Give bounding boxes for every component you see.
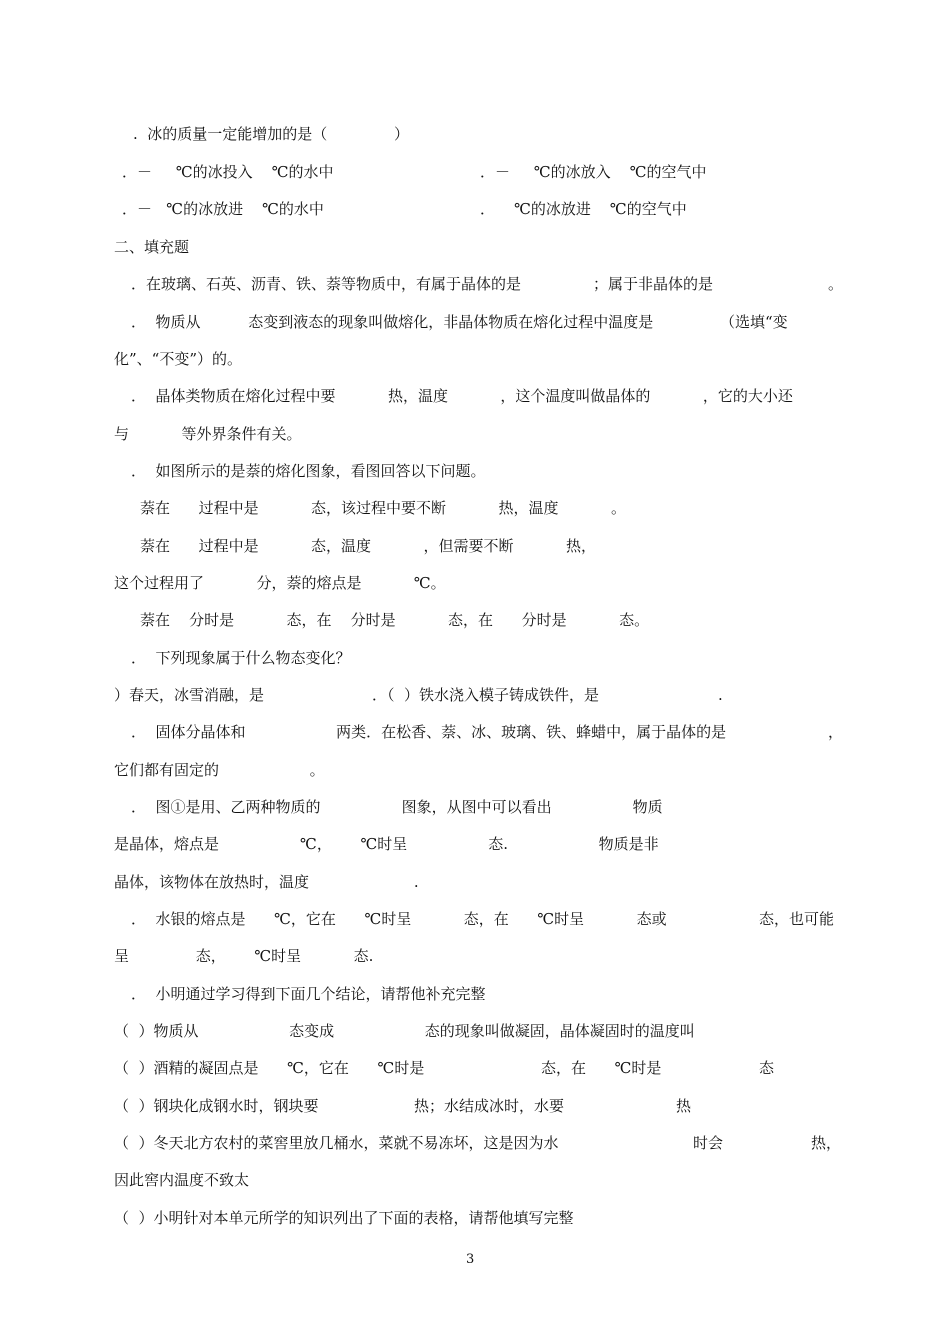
- page-number: 3: [466, 1252, 475, 1267]
- question-line: 化”、“不变”）的。: [114, 350, 243, 368]
- question-line: ．在玻璃、石英、沥青、铁、萘等物质中，有属于晶体的是: [131, 275, 522, 293]
- question-line: 是晶体，熔点是 ℃， ℃时呈 态. 物质是非: [114, 835, 659, 853]
- question-line: （ ）冬天北方农村的菜窖里放几桶水，菜就不易冻坏，这是因为水: [114, 1134, 559, 1152]
- question-line-ice: . 冰的质量一定能增加的是（ ）: [133, 125, 410, 143]
- question-line: ． 小明通过学习得到下面几个结论，请帮他补充完整: [131, 985, 486, 1003]
- question-line: （ ）钢块化成钢水时，钢块要: [114, 1097, 319, 1115]
- question-line: 萘在 分时是 态，在 分时是 态，在 分时是 态。: [140, 611, 650, 629]
- question-line: 态，在 ℃时是: [541, 1059, 662, 1077]
- question-line: ；属于非晶体的是: [593, 275, 714, 293]
- option-d: ． ℃的冰放进 ℃的空气中: [480, 200, 687, 218]
- question-line: 呈 态， ℃时呈 态.: [114, 947, 374, 965]
- question-line: ，: [828, 723, 844, 741]
- question-line: 热；水结成冰时，水要: [414, 1097, 565, 1115]
- question-line: 热，: [811, 1134, 842, 1152]
- question-line: 它们都有固定的 。: [114, 761, 325, 779]
- section-heading: 二、填充题: [114, 238, 190, 256]
- question-line: ． 物质从 态变到液态的现象叫做熔化，非晶体物质在熔化过程中温度是 （选填“变: [131, 313, 788, 331]
- question-line: 晶体，该物体在放热时，温度 .: [114, 873, 419, 891]
- question-line: （ ）酒精的凝固点是 ℃，它在 ℃时是: [114, 1059, 425, 1077]
- question-line: （ ）物质从 态变成 态的现象叫做凝固，晶体凝固时的温度叫: [114, 1022, 695, 1040]
- question-line: 。: [828, 275, 844, 293]
- question-line: 时会: [693, 1134, 724, 1152]
- question-line: ． 水银的熔点是 ℃，它在 ℃时呈 态，在 ℃时呈 态或: [131, 910, 667, 928]
- question-line: ． 如图所示的是萘的熔化图象，看图回答以下问题。: [131, 462, 486, 480]
- question-line: 态，也可能: [759, 910, 835, 928]
- question-line: 萘在 过程中是 态，温度 ，但需要不断 热，: [140, 537, 596, 555]
- question-line: ）春天，冰雪消融，是: [114, 686, 265, 704]
- question-line: ． 下列现象属于什么物态变化？: [131, 649, 351, 667]
- question-line: 萘在 过程中是 态，该过程中要不断 热，温度 。: [140, 499, 626, 517]
- question-line: .: [718, 686, 723, 704]
- question-line: ． 晶体类物质在熔化过程中要 热，温度 ，这个温度叫做晶体的 ，它的大小还: [131, 387, 793, 405]
- question-line: （ ）小明针对本单元所学的知识列出了下面的表格，请帮他填写完整: [114, 1209, 574, 1227]
- question-line: 因此窖内温度不致太: [114, 1171, 250, 1189]
- question-line: 热: [676, 1097, 692, 1115]
- question-line: ． 图①是用、乙两种物质的 图象，从图中可以看出 物质: [131, 798, 663, 816]
- question-line: 这个过程用了 分，萘的熔点是 ℃。: [114, 574, 446, 592]
- option-b: ．－ ℃的冰放入 ℃的空气中: [480, 163, 707, 181]
- question-line: ．（ ）铁水浇入模子铸成铁件，是: [372, 686, 600, 704]
- option-a: ．－ ℃的冰投入 ℃的水中: [122, 163, 334, 181]
- question-line: ． 固体分晶体和 两类．在松香、萘、冰、玻璃、铁、蜂蜡中，属于晶体的是: [131, 723, 727, 741]
- question-line: 与 等外界条件有关。: [114, 425, 302, 443]
- question-line: 态: [759, 1059, 775, 1077]
- option-c: ．－ ℃的冰放进 ℃的水中: [122, 200, 324, 218]
